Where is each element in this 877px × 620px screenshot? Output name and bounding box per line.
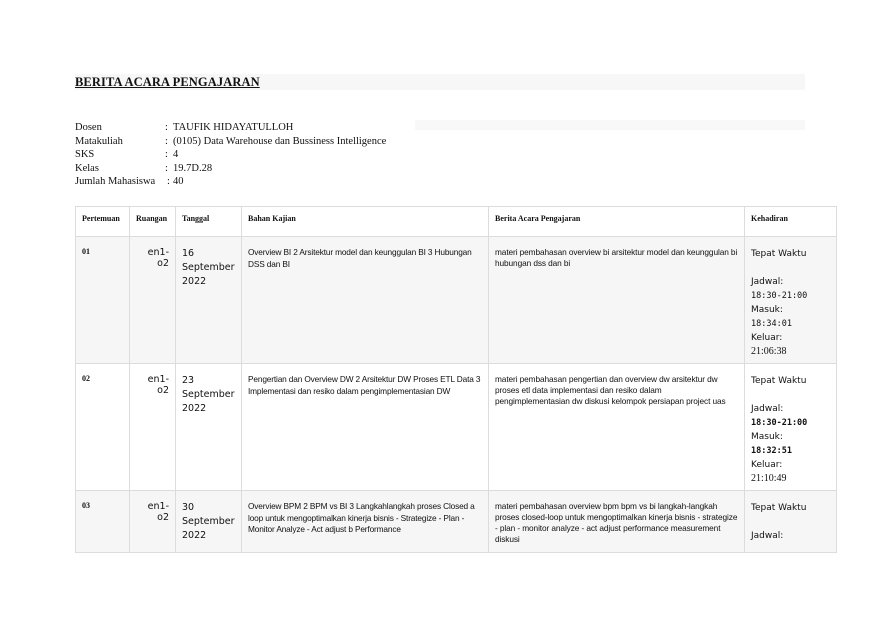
info-separator: : bbox=[165, 135, 168, 147]
table-row bbox=[76, 491, 837, 553]
masuk-label: Masuk: bbox=[751, 432, 783, 442]
cell-tanggal bbox=[176, 237, 242, 364]
info-value-dosen: TAUFIK HIDAYATULLOH bbox=[173, 122, 294, 133]
info-label: Matakuliah bbox=[75, 135, 123, 147]
column-header-ruangan: Ruangan bbox=[130, 207, 176, 237]
tanggal-month: September bbox=[182, 516, 235, 527]
info-separator: : bbox=[165, 122, 168, 133]
table-row bbox=[76, 237, 837, 364]
info-value-jumlah-mahasiswa: 40 bbox=[173, 176, 184, 187]
tanggal-day: 23 bbox=[182, 375, 195, 386]
column-header-berita-acara: Berita Acara Pengajaran bbox=[489, 207, 745, 237]
keluar-label: Keluar: bbox=[751, 460, 783, 470]
info-separator: : bbox=[165, 162, 168, 174]
tanggal-day: 16 bbox=[182, 248, 195, 259]
cell-pertemuan: 01 bbox=[76, 237, 130, 364]
cell-pertemuan: 03 bbox=[76, 491, 130, 553]
status-badge: Tepat Waktu bbox=[751, 376, 807, 386]
info-row-matakuliah bbox=[75, 135, 386, 149]
column-header-pertemuan: Pertemuan bbox=[76, 207, 130, 237]
info-highlight bbox=[415, 120, 805, 130]
info-value-sks: 4 bbox=[173, 149, 179, 160]
cell-ruangan: en1-o2 bbox=[130, 237, 176, 364]
info-value-matakuliah: (0105) Data Warehouse dan Bussiness Intelligence bbox=[173, 135, 387, 147]
info-label: Kelas bbox=[75, 162, 99, 174]
cell-ruangan: en1-o2 bbox=[130, 491, 176, 553]
cell-ruangan: en1-o2 bbox=[130, 364, 176, 491]
tanggal-month: September bbox=[182, 389, 235, 400]
masuk-value: 18:32:51 bbox=[751, 446, 792, 456]
column-header-kehadiran: Kehadiran bbox=[745, 207, 837, 237]
jadwal-label: Jadwal: bbox=[751, 404, 784, 414]
info-value-kelas: 19.7D.28 bbox=[173, 162, 213, 174]
tanggal-year: 2022 bbox=[182, 530, 207, 541]
tanggal-day: 30 bbox=[182, 502, 195, 513]
page-title: BERITA ACARA PENGAJARAN bbox=[75, 75, 260, 89]
tanggal-month: September bbox=[182, 262, 235, 273]
keluar-value: 21:06:38 bbox=[751, 346, 787, 357]
jadwal-label: Jadwal: bbox=[751, 531, 784, 541]
info-separator: : bbox=[167, 176, 170, 187]
cell-berita-acara: materi pembahasan pengertian dan overview dw arsitektur dw proses etl data implementasi dan resiko dalam pengimplementasian dw diskusi kelompok persiapan project uas bbox=[489, 364, 745, 491]
info-label: SKS bbox=[75, 149, 95, 160]
cell-kehadiran bbox=[745, 491, 837, 553]
cell-bahan-kajian: Overview BI 2 Arsitektur model dan keunggulan BI 3 Hubungan DSS dan BI bbox=[242, 237, 489, 364]
cell-tanggal bbox=[176, 491, 242, 553]
keluar-label: Keluar: bbox=[751, 333, 783, 343]
info-row-jumlah-mahasiswa bbox=[75, 175, 386, 189]
jadwal-value: 18:30-21:00 bbox=[751, 418, 808, 428]
tanggal-year: 2022 bbox=[182, 276, 207, 287]
column-header-bahan-kajian: Bahan Kajian bbox=[242, 207, 489, 237]
status-badge: Tepat Waktu bbox=[751, 503, 807, 513]
masuk-label: Masuk: bbox=[751, 305, 783, 315]
attendance-table bbox=[75, 206, 837, 553]
keluar-value: 21:10:49 bbox=[751, 473, 787, 484]
jadwal-label: Jadwal: bbox=[751, 277, 784, 287]
cell-berita-acara: materi pembahasan overview bi arsitektur model dan keunggulan bi hubungan dss dan bi bbox=[489, 237, 745, 364]
cell-kehadiran bbox=[745, 237, 837, 364]
status-badge: Tepat Waktu bbox=[751, 249, 807, 259]
cell-bahan-kajian: Pengertian dan Overview DW 2 Arsitektur DW Proses ETL Data 3 Implementasi dan resiko dalam pengimplementasian DW bbox=[242, 364, 489, 491]
cell-bahan-kajian: Overview BPM 2 BPM vs BI 3 Langkahlangkah proses Closed a loop untuk mengoptimalkan kinerja bisnis - Strategize - Plan - Monitor Analyze - Act adjust b Performance bbox=[242, 491, 489, 553]
info-row-dosen bbox=[75, 121, 386, 135]
cell-pertemuan: 02 bbox=[76, 364, 130, 491]
info-label: Jumlah Mahasiswa bbox=[75, 176, 156, 187]
tanggal-year: 2022 bbox=[182, 403, 207, 414]
cell-berita-acara: materi pembahasan overview bpm bpm vs bi langkah-langkah proses closed-loop untuk mengoptimalkan kinerja bisnis - strategize - plan - monitor analyze - act adjust performance measurement diskusi bbox=[489, 491, 745, 553]
info-label: Dosen bbox=[75, 122, 102, 133]
table-row bbox=[76, 364, 837, 491]
jadwal-value: 18:30-21:00 bbox=[751, 291, 808, 301]
course-info bbox=[75, 121, 386, 189]
info-separator: : bbox=[165, 149, 168, 160]
cell-tanggal bbox=[176, 364, 242, 491]
masuk-value: 18:34:01 bbox=[751, 319, 792, 329]
info-row-kelas bbox=[75, 162, 386, 176]
table-header-row bbox=[76, 207, 837, 237]
column-header-tanggal: Tanggal bbox=[176, 207, 242, 237]
info-row-sks bbox=[75, 148, 386, 162]
cell-kehadiran bbox=[745, 364, 837, 491]
